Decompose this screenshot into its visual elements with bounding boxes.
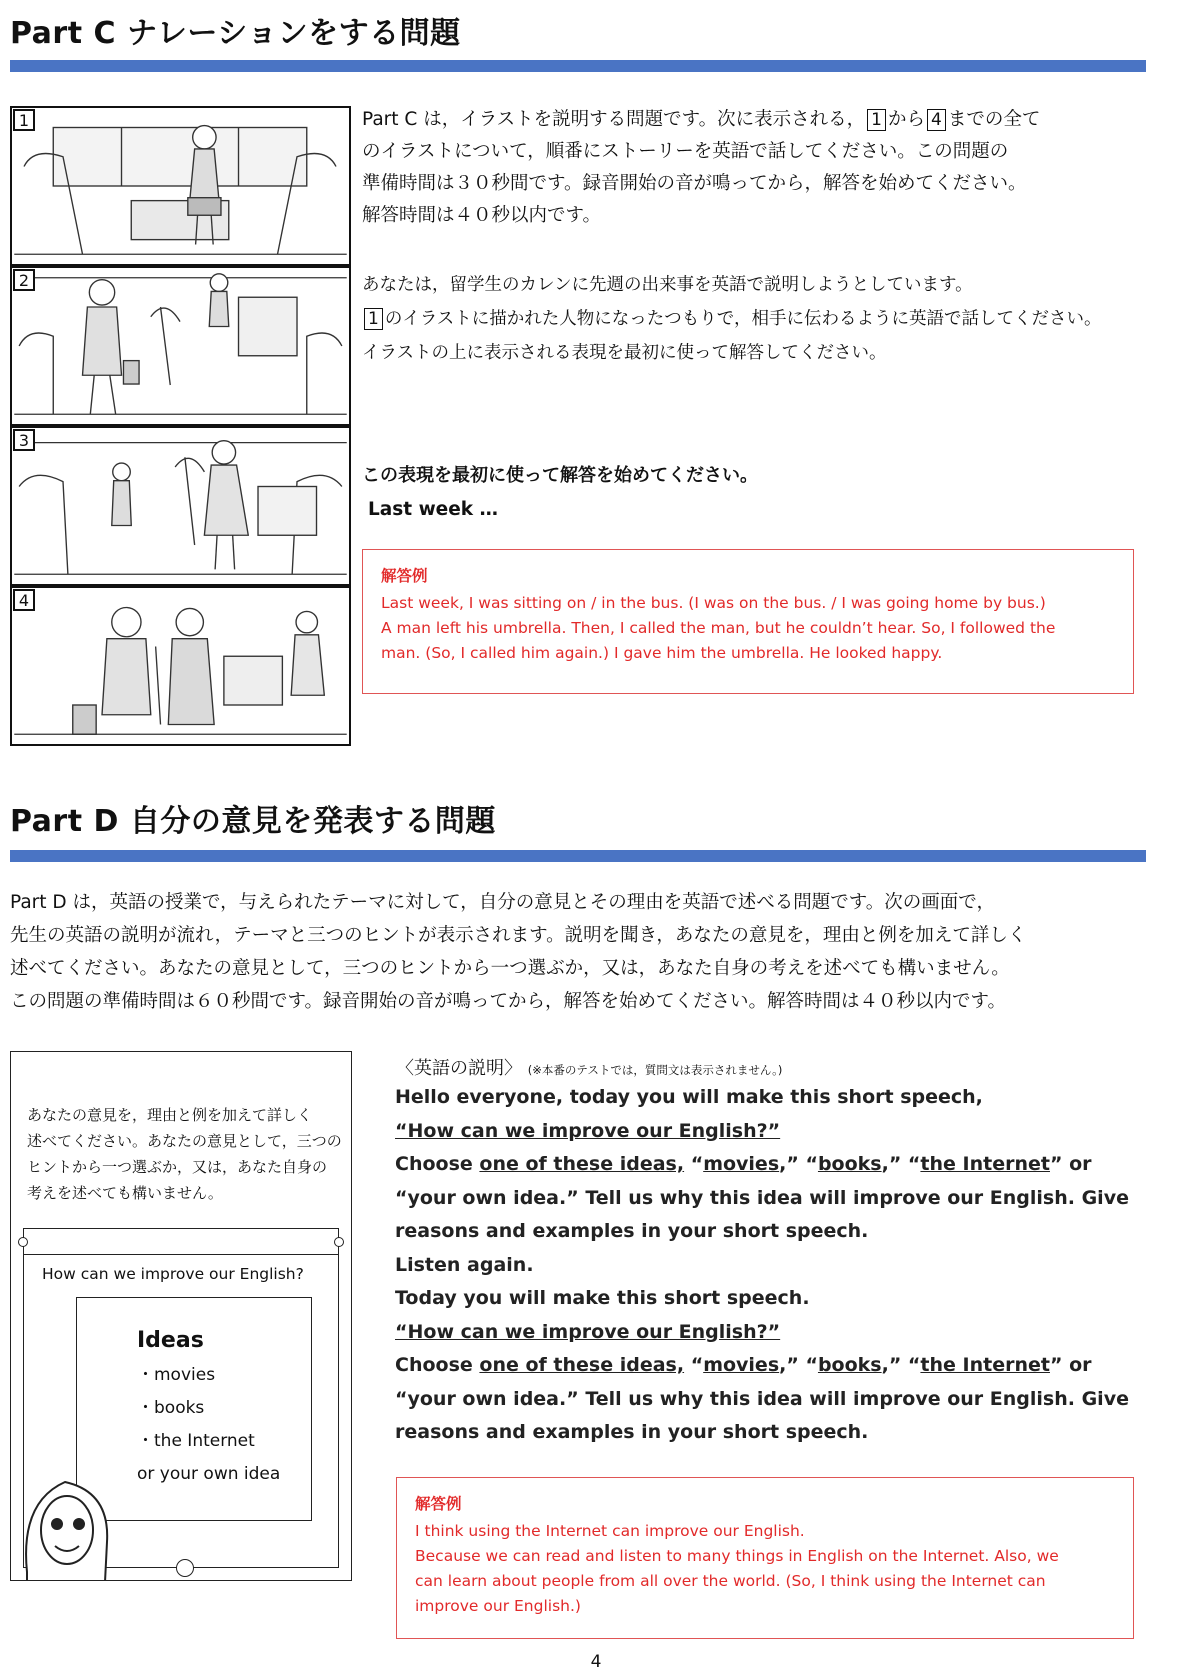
teacher-speech [395, 1081, 1185, 1450]
speech-idea-books: books [817, 1354, 882, 1376]
speech-line: Choose one of these ideas, “movies,” “books,” “the Internet” or [395, 1354, 1092, 1376]
board-bottom-pin-icon [176, 1559, 194, 1577]
explanation-label: 〈英語の説明〉 [396, 1058, 522, 1079]
bus-man-leaving-illustration [12, 268, 349, 424]
bus-girl-holding-umbrella-illustration [12, 428, 349, 584]
speech-line: “your own idea.” Tell us why this idea will improve our English. Give [395, 1186, 1129, 1209]
bus-seat-illustration [12, 108, 349, 264]
answer-line: A man left his umbrella. Then, I called the man, but he couldn’t hear. So, I followed the [381, 619, 1056, 637]
idea-item: ・books [137, 1398, 205, 1418]
panel-ref-box: 4 [927, 109, 946, 131]
instruction-line: 解答時間は４０秒以内です。 [362, 205, 602, 226]
part-c-scenario [362, 268, 1152, 370]
answer-line: man. (So, I called him again.) I gave him the umbrella. He looked happy. [381, 644, 943, 662]
speech-line [395, 1115, 1185, 1149]
part-d-heading: Part D 自分の意見を発表する問題 [10, 804, 496, 839]
explanation-note: (※本番のテストでは，質問文は表示されません。) [527, 1063, 783, 1077]
part-d-answer-box [396, 1477, 1134, 1639]
board-pin-left-icon [18, 1237, 28, 1247]
answer-line: Because we can read and listen to many things in English on the Internet. Also, we [415, 1547, 1059, 1565]
instruction-line: 述べてください。あなたの意見として，三つのヒントから一つ選ぶか，又は，あなた自身の考えを述べても構いません。 [10, 958, 1010, 979]
bus-handing-umbrella-illustration [12, 588, 349, 744]
speech-idea-movies: movies [703, 1153, 780, 1175]
panel-ref-box: 1 [364, 308, 383, 330]
speech-line: Hello everyone, today you will make this short speech, [395, 1086, 983, 1108]
panel-number: 2 [13, 269, 35, 291]
speech-ideas-phrase: one of these ideas, [479, 1354, 685, 1376]
speech-question: “How can we improve our English?” [395, 1320, 781, 1343]
speech-line [395, 1316, 1185, 1350]
screen-instruction-line: 考えを述べても構いません。 [27, 1184, 223, 1202]
instruction-line: Part C は，イラストを説明する問題です。次に表示される， 1 から 4 までの全て [362, 109, 1041, 130]
speech-idea-movies: movies [703, 1354, 780, 1376]
illustration-panel-3 [10, 426, 351, 586]
part-c-starter: Last week … [368, 499, 498, 520]
instruction-line: のイラストについて，順番にストーリーを英語で話してください。この問題の [362, 141, 1009, 162]
panel-number: 3 [13, 429, 35, 451]
scenario-line: あなたは，留学生のカレンに先週の出来事を英語で説明しようとしています。 [362, 275, 973, 295]
part-c-prompt: この表現を最初に使って解答を始めてください。 [362, 465, 758, 486]
explanation-header [396, 1054, 782, 1080]
part-d-rule [10, 850, 1146, 862]
idea-item: ・movies [137, 1365, 216, 1385]
instruction-line: 準備時間は３０秒間です。録音開始の音が鳴ってから，解答を始めてください。 [362, 173, 1027, 194]
teacher-avatar [15, 1462, 125, 1581]
answer-line: Last week, I was sitting on / in the bus. (I was on the bus. / I was going home by bus.) [381, 594, 1046, 612]
board-top-bar [24, 1229, 338, 1255]
speech-idea-internet: the Internet [920, 1354, 1050, 1376]
panel-number: 4 [13, 589, 35, 611]
scenario-line: 1 のイラストに描かれた人物になったつもりで，相手に伝わるように英語で話してください。 [362, 302, 1152, 336]
screen-instruction-line: 述べてください。あなたの意見として，三つの [27, 1132, 342, 1150]
answer-line: can learn about people from all over the world. (So, I think using the Internet can [415, 1572, 1046, 1590]
speech-idea-books: books [817, 1153, 882, 1175]
panel-ref-box: 1 [867, 109, 886, 131]
part-c-answer-box [362, 549, 1134, 694]
speech-line: Choose one of these ideas, “movies,” “books,” “the Internet” or [395, 1153, 1092, 1175]
speech-line: “your own idea.” Tell us why this idea will improve our English. Give [395, 1387, 1129, 1410]
answer-title: 解答例 [381, 567, 428, 585]
part-c-instructions [362, 104, 1152, 232]
answer-line: I think using the Internet can improve our English. [415, 1522, 805, 1540]
screen-instruction-line: ヒントから一つ選ぶか，又は，あなた自身の [27, 1158, 328, 1176]
idea-item: ・the Internet [137, 1431, 255, 1451]
idea-item: or your own idea [137, 1464, 281, 1484]
speech-idea-internet: the Internet [920, 1153, 1050, 1175]
part-c-rule [10, 60, 1146, 72]
board-pin-right-icon [334, 1237, 344, 1247]
speech-line: Listen again. [395, 1253, 534, 1276]
panel-number: 1 [13, 109, 35, 131]
answer-line: improve our English.) [415, 1597, 581, 1615]
instruction-line: 先生の英語の説明が流れ，テーマと三つのヒントが表示されます。説明を聞き，あなたの意見を，理由と例を加えて詳しく [10, 925, 1027, 946]
illustration-panel-2 [10, 266, 351, 426]
screen-instruction [27, 1102, 347, 1206]
illustration-panel-1 [10, 106, 351, 266]
speech-line: reasons and examples in your short speech. [395, 1421, 869, 1443]
screen-instruction-line: あなたの意見を，理由と例を加えて詳しく [27, 1106, 313, 1124]
speech-question: “How can we improve our English?” [395, 1119, 781, 1142]
test-screen-mockup [10, 1051, 352, 1581]
instruction-line: Part D は，英語の授業で，与えられたテーマに対して，自分の意見とその理由を英語で述べる問題です。次の画面で， [10, 892, 995, 913]
ideas-title: Ideas [137, 1328, 204, 1353]
part-c-heading: Part C ナレーションをする問題 [10, 16, 461, 51]
scenario-line: イラストの上に表示される表現を最初に使って解答してください。 [362, 343, 887, 363]
instruction-line: この問題の準備時間は６０秒間です。録音開始の音が鳴ってから，解答を始めてください。解答時間は４０秒以内です。 [10, 991, 1007, 1012]
illustration-panel-4 [10, 586, 351, 746]
board-question: How can we improve our English? [42, 1265, 304, 1283]
answer-title: 解答例 [415, 1495, 462, 1513]
speech-line: reasons and examples in your short speech. [395, 1220, 869, 1242]
speech-ideas-phrase: one of these ideas, [479, 1153, 685, 1175]
page-number: 4 [590, 1652, 602, 1672]
part-d-instructions [10, 886, 1190, 1018]
speech-line: Today you will make this short speech. [395, 1287, 810, 1309]
